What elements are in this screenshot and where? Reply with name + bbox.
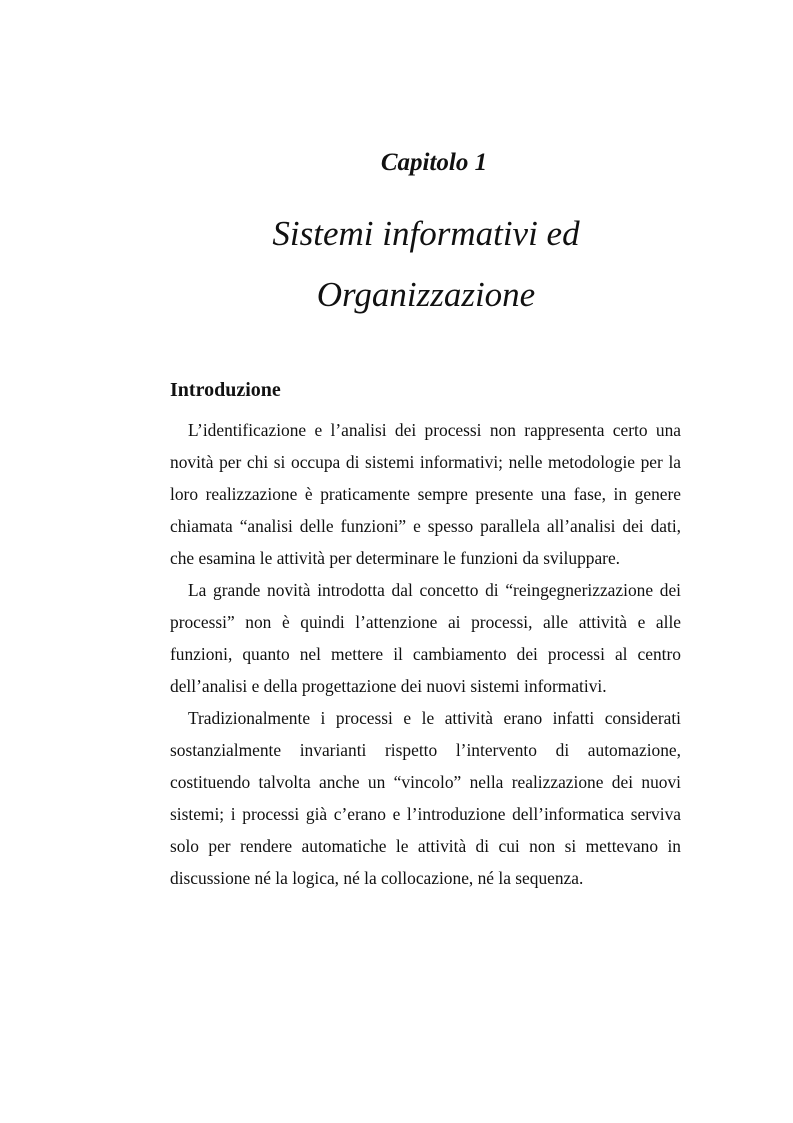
- chapter-title: [0, 203, 793, 325]
- section-heading: Introduzione: [170, 379, 281, 401]
- paragraph: La grande novità introdotta dal concetto di “reingegnerizzazione dei processi” non è quindi l’attenzione ai processi, alle attività e alle funzioni, quanto nel mettere il cambiamento dei processi al centro dell’analisi e della progettazione dei nuovi sistemi informativi.: [170, 580, 681, 696]
- chapter-label: Capitolo 1: [380, 149, 488, 176]
- body-text: [170, 414, 681, 894]
- chapter-title-line-2: Organizzazione: [316, 275, 536, 314]
- chapter-title-line-1: Sistemi informativi ed: [272, 214, 580, 253]
- paragraph: L’identificazione e l’analisi dei processi non rappresenta certo una novità per chi si occupa di sistemi informativi; nelle metodologie per la loro realizzazione è praticamente sempre presente una fase, in genere chiamata “analisi delle funzioni” e spesso parallela all’analisi dei dati, che esamina le attività per determinare le funzioni da sviluppare.: [170, 420, 681, 568]
- paragraph: Tradizionalmente i processi e le attività erano infatti considerati sostanzialmente invarianti rispetto l’intervento di automazione, costituendo talvolta anche un “vincolo” nella realizzazione dei nuovi sistemi; i processi già c’erano e l’introduzione dell’informatica serviva solo per rendere automatiche le attività di cui non si mettevano in discussione né la logica, né la collocazione, né la sequenza.: [170, 708, 681, 888]
